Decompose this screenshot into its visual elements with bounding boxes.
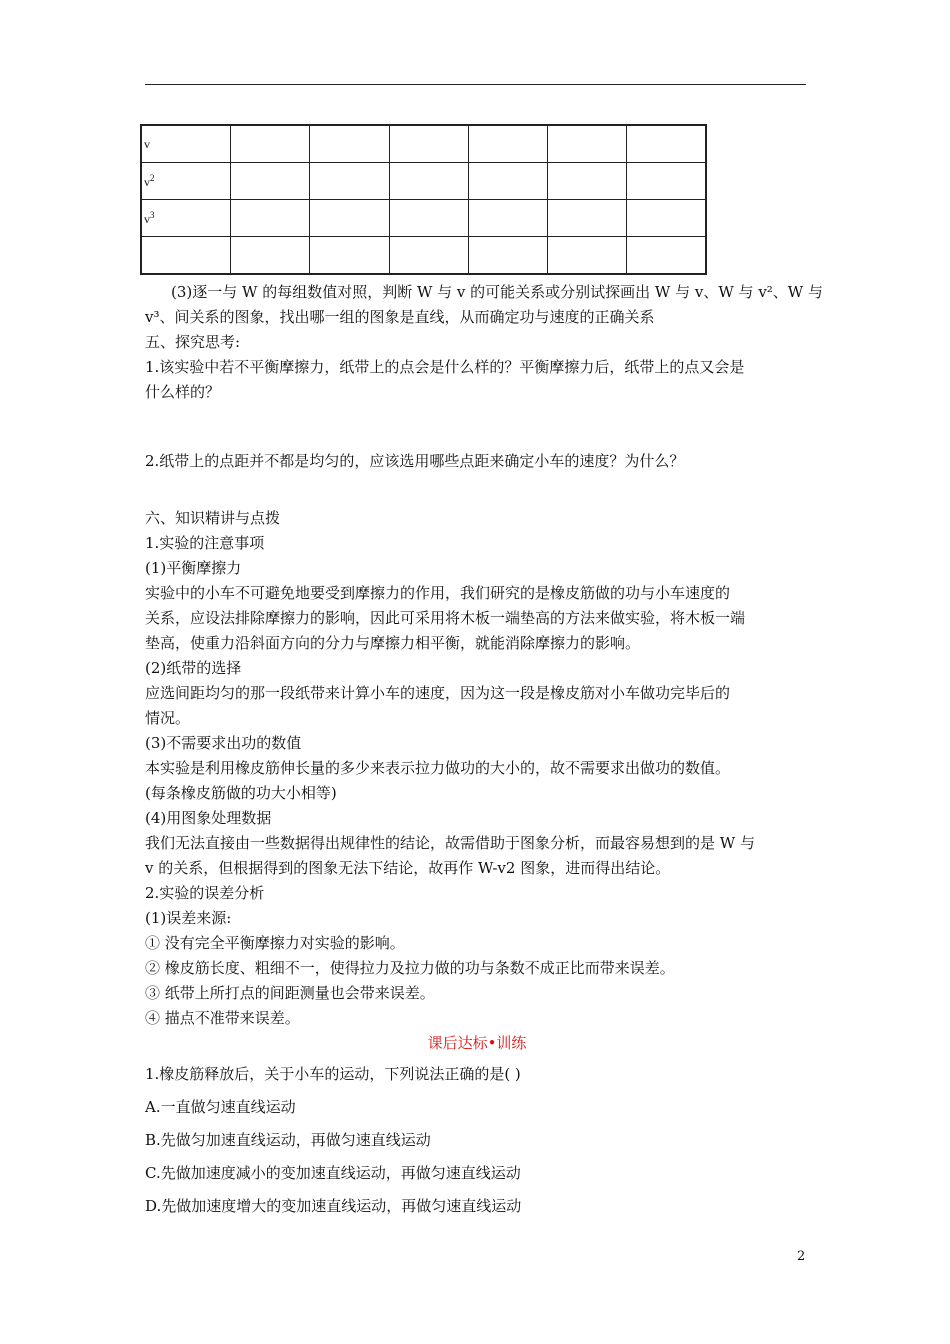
- table-cell: [310, 237, 389, 275]
- error-item: ② 橡皮筋长度、粗细不一，使得拉力及拉力做的功与条数不成正比而带来误差。: [145, 959, 675, 977]
- question-line: 2.纸带上的点距并不都是均匀的，应该选用哪些点距来确定小车的速度？为什么？: [145, 452, 685, 470]
- option-b: B.先做匀加速直线运动，再做匀速直线运动: [145, 1131, 431, 1149]
- paragraph-line: 关系，应设法排除摩擦力的影响，因此可采用将木板一端垫高的方法来做实验，将木板一端: [145, 609, 746, 627]
- table-cell: [548, 125, 627, 163]
- option-d: D.先做加速度增大的变加速直线运动，再做匀速直线运动: [145, 1197, 522, 1215]
- option-c: C.先做加速度减小的变加速直线运动，再做匀速直线运动: [145, 1164, 521, 1182]
- paragraph-line: v³、间关系的图象，找出哪一组的图象是直线，从而确定功与速度的正确关系: [145, 308, 655, 326]
- error-item: ① 没有完全平衡摩擦力对实验的影响。: [145, 934, 405, 952]
- paragraph-line: (3)逐一与 W 的每组数值对照，判断 W 与 v 的可能关系或分别试探画出 W 与 v、W 与 v²、W 与: [171, 283, 823, 301]
- paragraph-line: (每条橡皮筋做的功大小相等): [145, 784, 337, 802]
- table-row: [141, 163, 706, 200]
- table-cell: [389, 163, 468, 200]
- table-cell: [310, 163, 389, 200]
- table-cell: [231, 163, 310, 200]
- table-cell: [468, 163, 547, 200]
- main-text: [145, 280, 823, 1219]
- table-cell: [627, 125, 706, 163]
- row-label: [141, 237, 231, 275]
- exercise-question: 1.橡皮筋释放后，关于小车的运动，下列说法正确的是( ): [145, 1065, 521, 1083]
- header-rule: [145, 84, 806, 85]
- table-cell: [231, 237, 310, 275]
- subheading: (1)平衡摩擦力: [145, 559, 242, 577]
- data-table: [140, 124, 707, 275]
- table-row: [141, 125, 706, 163]
- table-cell: [548, 163, 627, 200]
- subheading: (2)纸带的选择: [145, 659, 242, 677]
- page-number: 2: [797, 1249, 806, 1264]
- error-item: ④ 描点不准带来误差。: [145, 1009, 300, 1027]
- table-cell: [627, 200, 706, 237]
- table-cell: [468, 237, 547, 275]
- paragraph-line: 应选间距均匀的那一段纸带来计算小车的速度，因为这一段是橡皮筋对小车做功完毕后的: [145, 684, 731, 702]
- subheading: 2.实验的误差分析: [145, 884, 265, 902]
- paragraph-line: 本实验是利用橡皮筋伸长量的多少来表示拉力做功的大小的，故不需要求出做功的数值。: [145, 759, 731, 777]
- table-cell: [468, 125, 547, 163]
- subheading: (3)不需要求出功的数值: [145, 734, 302, 752]
- row-label: $v^3$: [141, 200, 231, 237]
- subheading: (4)用图象处理数据: [145, 809, 272, 827]
- row-label: $v^2$: [141, 163, 231, 200]
- section-heading: 六、知识精讲与点拨: [145, 509, 281, 527]
- table-cell: [548, 200, 627, 237]
- table-cell: [389, 125, 468, 163]
- paragraph-line: 实验中的小车不可避免地要受到摩擦力的作用，我们研究的是橡皮筋做的功与小车速度的: [145, 584, 731, 602]
- paragraph-line: 我们无法直接由一些数据得出规律性的结论，故需借助于图象分析，而最容易想到的是 W 与: [145, 834, 755, 852]
- table-cell: [310, 125, 389, 163]
- table-cell: [231, 125, 310, 163]
- table-row: [141, 200, 706, 237]
- exercise-title: 课后达标•训练: [427, 1034, 527, 1052]
- subheading: (1)误差来源:: [145, 909, 232, 927]
- question-line: 1.该实验中若不平衡摩擦力，纸带上的点会是什么样的？平衡摩擦力后，纸带上的点又会是: [145, 358, 745, 376]
- option-a: A.一直做匀速直线运动: [145, 1098, 296, 1116]
- table-row: [141, 237, 706, 275]
- error-item: ③ 纸带上所打点的间距测量也会带来误差。: [145, 984, 435, 1002]
- paragraph-line: v 的关系，但根据得到的图象无法下结论，故再作 W-v2 图象，进而得出结论。: [145, 859, 671, 877]
- table-cell: [627, 163, 706, 200]
- paragraph-line: 情况。: [145, 709, 191, 727]
- table-cell: [468, 200, 547, 237]
- table-cell: [310, 200, 389, 237]
- table-cell: [231, 200, 310, 237]
- table-cell: [389, 200, 468, 237]
- subheading: 1.实验的注意事项: [145, 534, 265, 552]
- row-label: v: [141, 125, 231, 163]
- table-cell: [627, 237, 706, 275]
- table-cell: [389, 237, 468, 275]
- section-heading: 五、探究思考:: [145, 333, 241, 351]
- paragraph-line: 垫高，使重力沿斜面方向的分力与摩擦力相平衡，就能消除摩擦力的影响。: [145, 634, 641, 652]
- question-line: 什么样的？: [145, 383, 221, 401]
- table-cell: [548, 237, 627, 275]
